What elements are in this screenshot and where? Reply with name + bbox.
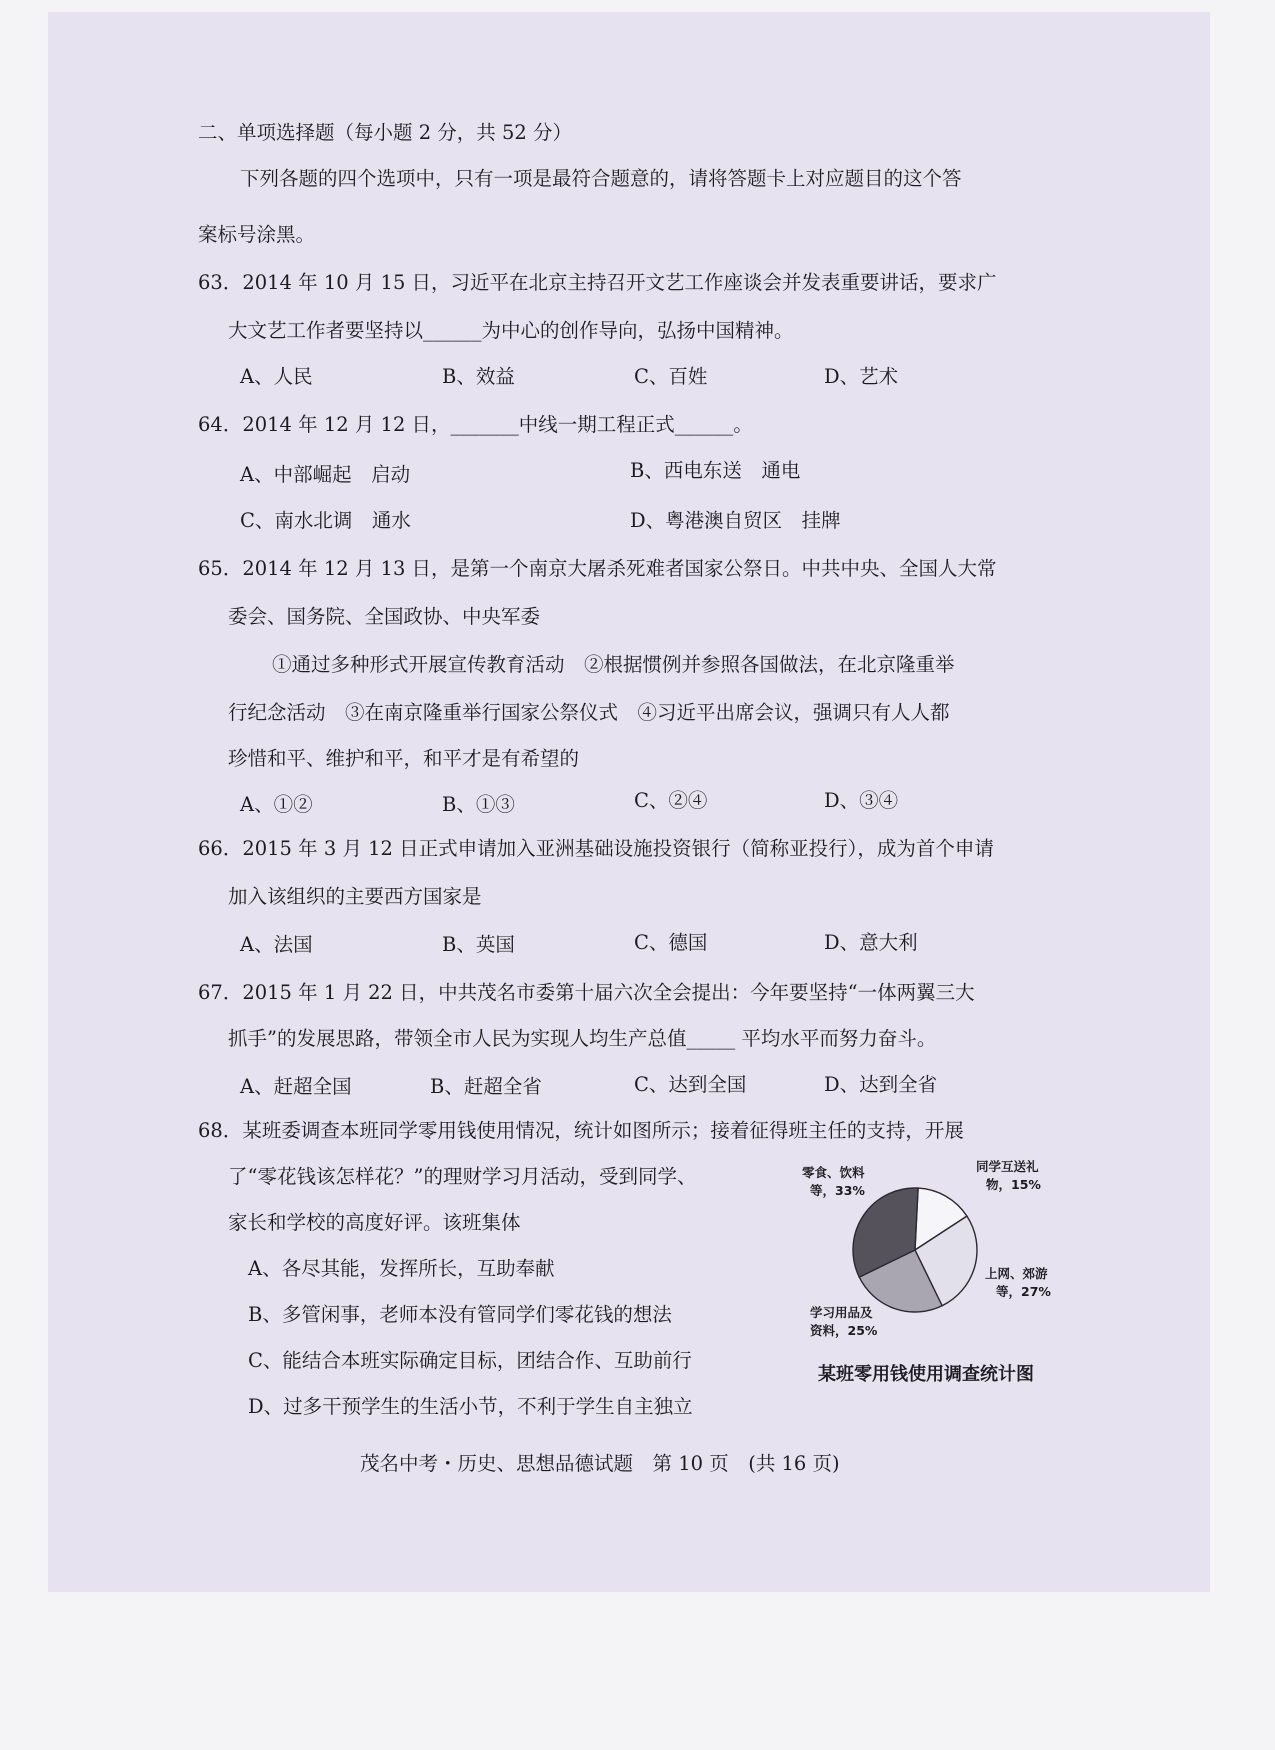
- q63-stem-line2: 大文艺工作者要坚持以______为中心的创作导向，弘扬中国精神。: [228, 319, 794, 342]
- q68-stem-line3: 家长和学校的高度好评。该班集体: [228, 1211, 521, 1234]
- q64-option-b[interactable]: B、西电东送 通电: [630, 459, 801, 482]
- q65-stem-line1: 65．2014 年 12 月 13 日，是第一个南京大屠杀死难者国家公祭日。中共中央、全国人大常: [198, 557, 997, 580]
- q67-option-c[interactable]: C、达到全国: [634, 1073, 747, 1096]
- q65-statements-line3: 珍惜和平、维护和平，和平才是有希望的: [228, 747, 580, 770]
- instruction-line-1: 下列各题的四个选项中，只有一项是最符合题意的，请将答题卡上对应题目的这个答: [240, 167, 962, 190]
- q64-option-d[interactable]: D、粤港澳自贸区 挂牌: [630, 509, 841, 532]
- q68-option-c[interactable]: C、能结合本班实际确定目标，团结合作、互助前行: [248, 1349, 692, 1372]
- q65-statements-line2: 行纪念活动 ③在南京隆重举行国家公祭仪式 ④习近平出席会议，强调只有人人都: [228, 701, 950, 724]
- q63-option-a[interactable]: A、人民: [240, 365, 313, 388]
- pie-label-gifts-line2: 物，15%: [986, 1177, 1041, 1192]
- pie-chart: [780, 1155, 1080, 1345]
- q66-option-d[interactable]: D、意大利: [824, 931, 918, 954]
- q65-option-b[interactable]: B、①③: [442, 793, 515, 816]
- q63-option-d[interactable]: D、艺术: [824, 365, 899, 388]
- pie-label-internet-line1: 上网、郊游: [985, 1266, 1048, 1281]
- q68-stem-line2: 了“零花钱该怎样花？”的理财学习月活动，受到同学、: [228, 1165, 697, 1188]
- q65-option-c[interactable]: C、②④: [634, 789, 708, 812]
- q64-stem: 64．2014 年 12 月 12 日，_______中线一期工程正式______。: [198, 413, 753, 436]
- q63-option-b[interactable]: B、效益: [442, 365, 515, 388]
- q66-option-c[interactable]: C、德国: [634, 931, 708, 954]
- pie-label-snacks-line2: 等，33%: [810, 1183, 865, 1198]
- q68-stem-line1: 68．某班委调查本班同学零用钱使用情况，统计如图所示；接着征得班主任的支持，开展: [198, 1119, 964, 1142]
- pie-label-study-line1: 学习用品及: [810, 1305, 873, 1320]
- q66-stem-line2: 加入该组织的主要西方国家是: [228, 885, 482, 908]
- q65-option-d[interactable]: D、③④: [824, 789, 899, 812]
- q67-stem-line2: 抓手”的发展思路，带领全市人民为实现人均生产总值_____ 平均水平而努力奋斗。: [228, 1027, 937, 1050]
- q67-stem-line1: 67．2015 年 1 月 22 日，中共茂名市委第十届六次全会提出：今年要坚持“一体两翼三大: [198, 981, 975, 1004]
- q66-option-a[interactable]: A、法国: [240, 933, 313, 956]
- page-footer: 茂名中考・历史、思想品德试题 第 10 页 (共 16 页): [360, 1452, 840, 1475]
- q65-option-a[interactable]: A、①②: [240, 793, 313, 816]
- q64-option-a[interactable]: A、中部崛起 启动: [240, 463, 411, 486]
- pie-label-gifts-line1: 同学互送礼: [976, 1159, 1039, 1174]
- q68-option-a[interactable]: A、各尽其能，发挥所长，互助奉献: [248, 1257, 555, 1280]
- q67-option-a[interactable]: A、赶超全国: [240, 1075, 352, 1098]
- q67-option-b[interactable]: B、赶超全省: [430, 1075, 542, 1098]
- q67-option-d[interactable]: D、达到全省: [824, 1073, 938, 1096]
- section-heading: 二、单项选择题（每小题 2 分，共 52 分）: [198, 121, 573, 144]
- pie-label-snacks-line1: 零食、饮料: [802, 1165, 865, 1180]
- q63-option-c[interactable]: C、百姓: [634, 365, 708, 388]
- q64-option-c[interactable]: C、南水北调 通水: [240, 509, 411, 532]
- pie-label-internet-line2: 等，27%: [996, 1284, 1051, 1299]
- instruction-line-2: 案标号涂黑。: [198, 223, 316, 246]
- q65-statements-line1: ①通过多种形式开展宣传教育活动 ②根据惯例并参照各国做法，在北京隆重举: [272, 653, 955, 676]
- q66-stem-line1: 66．2015 年 3 月 12 日正式申请加入亚洲基础设施投资银行（简称亚投行），成为首个申请: [198, 837, 994, 860]
- q68-option-b[interactable]: B、多管闲事，老师本没有管同学们零花钱的想法: [248, 1303, 672, 1326]
- q66-option-b[interactable]: B、英国: [442, 933, 515, 956]
- q68-option-d[interactable]: D、过多干预学生的生活小节，不利于学生自主独立: [248, 1395, 693, 1418]
- q63-stem-line1: 63．2014 年 10 月 15 日，习近平在北京主持召开文艺工作座谈会并发表重要讲话，要求广: [198, 271, 997, 294]
- pie-label-study-line2: 资料，25%: [810, 1323, 878, 1338]
- q65-stem-line2: 委会、国务院、全国政协、中央军委: [228, 605, 541, 628]
- chart-title: 某班零用钱使用调查统计图: [818, 1364, 1034, 1385]
